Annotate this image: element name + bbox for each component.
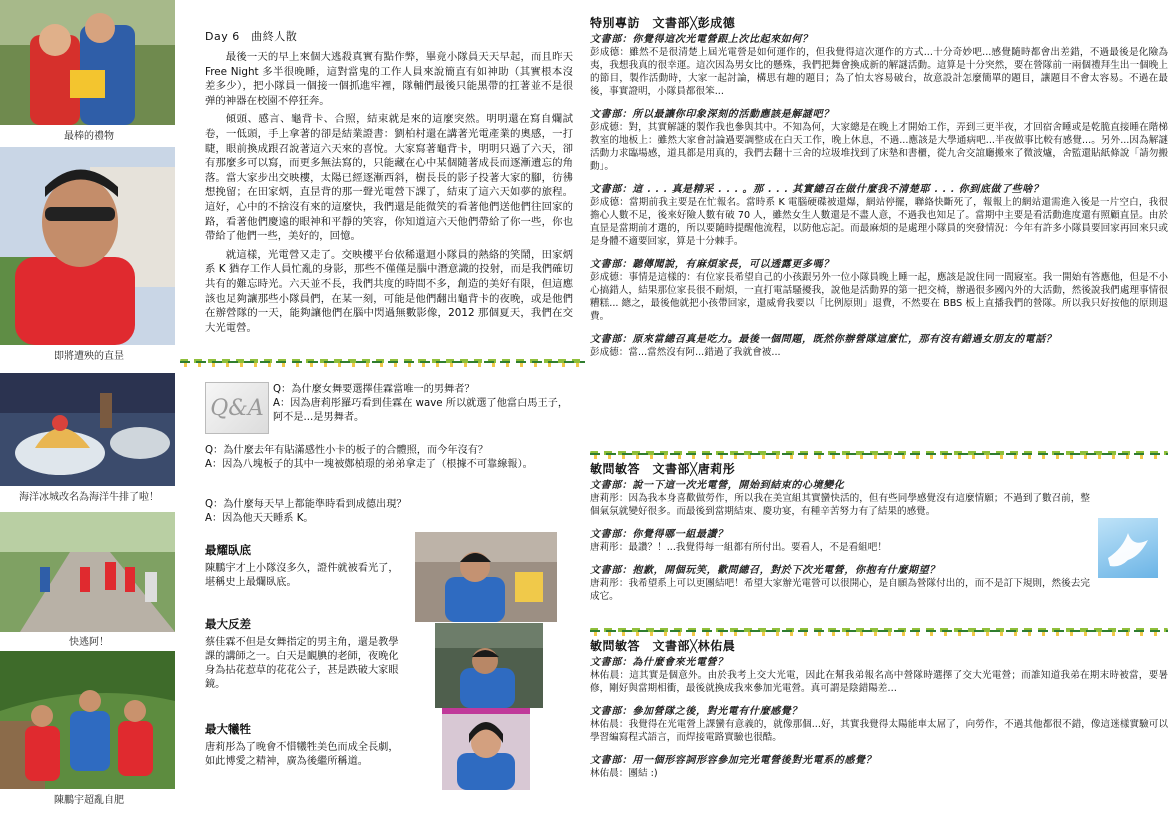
- photo-icecream: [0, 373, 175, 486]
- story-section: [205, 28, 573, 339]
- interview-title: 敏問敏答 文書部╳林佑晨: [590, 639, 736, 653]
- interview-section: [590, 460, 1090, 603]
- qa-answer: A：因為八塊板子的其中一塊被鄭楨璟的弟弟拿走了（根據不可靠線報）。: [205, 459, 533, 470]
- middle-column: [180, 0, 578, 827]
- award-photo: [435, 623, 543, 708]
- divider-ribbon: [590, 624, 1168, 638]
- photo-gift-image: [0, 0, 175, 125]
- qa-question: Q：為什麼每天早上都能準時看到成德出現？: [205, 499, 407, 510]
- interview-question: 文書部：你覺得哪一組最讚？: [590, 529, 728, 540]
- interview-question: 文書部：你覺得這次光電營跟上次比起來如何？: [590, 34, 813, 45]
- award-photo-image: [442, 708, 530, 790]
- photo-caption: 快逃阿！: [69, 637, 109, 648]
- interview-question: 文書部：用一個形容詞形容參加完光電營後對光電系的感覺？: [590, 755, 877, 766]
- divider-ribbon: [180, 355, 585, 369]
- interview-answer: 林佑晨：我覺得在光電營上課蠻有意義的，就像那個...好，其實我覺得太陽能車太屌了，向勞作，不過其他都很不錯，像這迷樣實驗可以學習編寫程式語言，而焊接電路實驗也很酷。: [590, 719, 1168, 743]
- interview-question: 文書部：說一下這一次光電營，開始到結束的心境變化: [590, 480, 845, 491]
- photo-running-image: [0, 512, 175, 632]
- photo-running: [0, 512, 175, 632]
- qa-item: [273, 383, 573, 425]
- award-photo-image: [415, 532, 557, 622]
- interview-answer: 彭成德：當...當然沒有阿...錯過了我就會被...: [590, 347, 781, 358]
- award-item: [205, 616, 405, 692]
- photo-caption: 即將遭殃的直昰: [54, 351, 124, 362]
- interview-question: 文書部：參加營隊之後，對光電有什麼感覺？: [590, 706, 802, 717]
- qa-item: [205, 498, 573, 526]
- interview-title: 特別專訪 文書部╳彭成德: [590, 16, 736, 30]
- interview-question: 文書部：所以最讓你印象深刻的活動應該是解謎吧？: [590, 109, 834, 120]
- interview-section: [590, 14, 1168, 359]
- qa-question: Q：為什麼女舞要選擇佳霖當唯一的男舞者？: [273, 384, 475, 395]
- photo-caption: 陳鵬宇超亂自肥: [54, 795, 124, 806]
- interview-question: 文書部：聽傳聞說，有麻煩家長，可以透露更多嗎？: [590, 259, 834, 270]
- photo-group: [0, 651, 175, 789]
- photo-column: [0, 0, 178, 827]
- award-title: 最大反差: [205, 617, 251, 631]
- dove-icon: [1098, 518, 1158, 578]
- interview-answer: 林佑晨：團結 :): [590, 768, 658, 779]
- interview-answer: 林佑晨：這其實是個意外。由於我考上交大光電，因此在幫我弟報名高中營隊時選擇了交大光電營；而誰知道我弟在期末時被當，要暑修，剛好與當期相衝，最後就換成我來參加光電營。真可謂是陰錯陽差…: [590, 670, 1168, 694]
- interview-answer: 彭成德：事情是這樣的：有位家長希望自己的小孩跟另外一位小隊員晚上睡一起，應該是說住同一間寢室。我一開始有答應他，但是不小心搞錯人，結果那位家長很不耐煩，一直打電話騷擾我，說他是活動界的第一把交椅，辦過很多國內外的大活動，然後說我們處理事情很糟糕... 總之，最後他就把小孩帶回家，還威脅我要以「比例原則」退費，不然要在 BBS 板上直播我們的營隊。所以我只好按他的原則退費。: [590, 272, 1168, 322]
- interview-question: 文書部：為什麼會來光電營？: [590, 657, 728, 668]
- qa-answer: A：因為他天天睡系 K。: [205, 513, 314, 524]
- award-text: 陳鵬宇才上小隊沒多久，證件就被看光了，堪稱史上最爛臥底。: [205, 563, 399, 588]
- award-photo: [415, 532, 557, 622]
- interview-question: 文書部：抱歉，開個玩笑，歡問總召，對於下次光電營，你抱有什麼期望？: [590, 565, 940, 576]
- story-paragraph: 傾頭、感言、龜背卡、合照，結束就是來的這麼突然。明明還在寫自爛試卷，一低頭，手上拿著的卻是結業證書：劉柏村還在講著光電產業的奧感，一打睫，眼前換成跟召說著這六天來的喜悅。大家寫著龜背卡，明明只過了六天，卻有那麼多可以寫，而更多無法寫的，只能藏在心中某個隨著成長而逐漸遺忘的角落。當大家步出交映樓，太陽已經逐漸西斜，樹長長的影子投著大家的腳，彷彿想挽留；在田家炳，直昰背的那一聲光電營下課了，結束了這六天如夢的旅程。這好，心中的不捨沒有來的這麼快，我們還是能微笑的看著他們送他們往回家的路，看著他們慶遠的眼神和平靜的笑容，你知道這六天他們帶給了你一些，你也帶給了他們一些，美好的，回憶。: [205, 113, 573, 243]
- award-photo-image: [435, 623, 543, 708]
- interview-answer: 唐莉彤：我希望系上可以更團結吧！希望大家辦光電營可以很開心，是自願為營隊付出的，而不是訂下規則，然後去完成它。: [590, 578, 1090, 602]
- award-title: 最大犧牲: [205, 722, 251, 736]
- photo-group-image: [0, 651, 175, 789]
- interview-answer: 彭成德：對，其實解謎的製作我也參與其中。不知為何，大家總是在晚上才開始工作，弄到三更半夜，才回宿舍睡或是乾脆直接睡在階梯教室的地板上：雖然大家會討論過要調整成在白天工作，晚上休息，不過...應該是大學通病吧...半夜做事比較有感覺...。另外...因為解謎活動力求臨場感，道具都是用真的，我們去翻十三舍的垃圾堆找到了床墊和書櫃，從九舍交誼廳搬來了微波爐，舍監還貼紙條說「請勿搬動」。: [590, 122, 1168, 172]
- qa-item: [205, 444, 573, 472]
- award-text: 唐莉彤為了晚會不惜犧牲美色而成全長劇，如此博愛之精神，廣為後繼所稱道。: [205, 742, 399, 767]
- interview-title: 敏問敏答 文書部╳唐莉彤: [590, 462, 736, 476]
- photo-portrait: [0, 147, 175, 345]
- story-paragraph: 最後一天的早上來個大逃殺真實有點作弊，畢竟小隊員天天早起，而且昨天 Free Night 多半很晚睡，這對當鬼的工作人員來說簡直有如神助（其實根本沒差多少），把小隊員一個接一個抓進牢裡，隊輔們最後只能黑帶的扛著並不是很弹的神器在校園不停狂奔。: [205, 51, 573, 107]
- photo-gift: [0, 0, 175, 125]
- right-column: [590, 0, 1168, 827]
- interview-answer: 唐莉彤：因為我本身喜歡做勞作，所以我在美宣組其實蠻快活的，但有些同學感覺沒有這麼情願；不過到了數召前，整個氣氛就變好很多。而最後到當期結束、慶功宴，有種辛苦努力有了結果的感覺。: [590, 493, 1090, 517]
- interview-section: [590, 637, 1168, 780]
- interview-question: 文書部：這 . . . 真是精采 . . . 。那 . . . 其實總召在做什麼我不清楚耶 . . . 你到底做了些啥？: [590, 184, 1044, 195]
- photo-caption: 最棒的禮物: [64, 131, 114, 142]
- photo-caption: 海洋冰城改名為海洋牛排了啦！: [19, 492, 159, 503]
- photo-icecream-image: [0, 373, 175, 486]
- interview-answer: 唐莉彤：最讚？！...我覺得每一組都有所付出。要看人，不是看組吧！: [590, 542, 887, 553]
- qa-icon: Q&A: [205, 382, 269, 434]
- dove-image: [1098, 518, 1158, 578]
- photo-portrait-image: [0, 147, 175, 345]
- award-title: 最耀臥底: [205, 543, 251, 557]
- interview-answer: 彭成德：當期前我主要是在忙報名。當時系 K 電腦硬碟被還爆，網站停擺，聯絡快斷死了，報報上的網站還需進入後是一片空白，我很擔心人數不足，後來好險人數有破 70 人，雖然女生人數還是不盡人意，不過我也知足了。當期中主要是看活動進度還有照顧直昰。由於直昰是當期前才選的，所以要隨時提醒他流程，以防他忘記。而最麻煩的是處理小隊員的突發情況：今年有許多小隊員要回家再回來只或是身體不適要回家，算是十分棘手。: [590, 197, 1168, 247]
- award-item: [205, 721, 405, 769]
- award-text: 蔡佳霖不但是女舞指定的男主角，還是教學課的講師之一。白天是靦腆的老師，夜晚化身為拈花惹草的花花公子，甚是跌破大家眼鏡。: [205, 637, 399, 690]
- interview-question: 文書部：原來當總召真是吃力。最後一個問題，既然你辦營隊這麼忙，那有沒有錯過女朋友的電話？: [590, 334, 1057, 345]
- divider-ribbon: [590, 447, 1168, 461]
- qa-answer: A：因為唐莉彤羅巧看到佳霖在 wave 所以就選了他當白馬王子，阿不是...是男舞者。: [273, 398, 569, 423]
- story-paragraph: 就這樣，光電營又走了。交映樓平台依稀還迴小隊員的熱絡的笑鬧，田家炳系 K 猶存工作人員忙亂的身影，那些不僅僅是腦中潛意識的投射，而是我們確切共有的難忘時光。六天並不長，我們共度的時間不多，創造的美好有限，但這應該也足夠讓那些小隊員們，在某一刻，可能是他們翻出龜背卡的夜晚，或是他們在辦營隊的一天，能夠讓他們在腦中閃過無數影像，2012 那個夏天，我們在交大光電營。: [205, 248, 573, 334]
- award-photo: [442, 708, 530, 790]
- interview-answer: 彭成德：雖然不是很清楚上屆光電營是如何運作的，但我覺得這次運作的方式...十分奇妙吧...感覺隨時都會出差錯，不過最後是化險為夷，我想我真的很幸運。這次因為男女比的懸殊，我們把舞會換成新的解謎活動。這算是十分突然，要在營隊前一兩個禮拜生出一個晚上的節目，製作活動時，大家一起討論，構思有趣的題目；為了怕太容易破台，故意設計怎麼簡單的題目，讓題目不會太容易。不過在最後，事實證明，小隊員都很笨...: [590, 47, 1168, 97]
- qa-question: Q：為什麼去年有貼滿感性小卡的板子的合體照，而今年沒有？: [205, 445, 489, 456]
- story-title: Day 6 曲終人散: [205, 30, 298, 43]
- award-item: [205, 542, 405, 590]
